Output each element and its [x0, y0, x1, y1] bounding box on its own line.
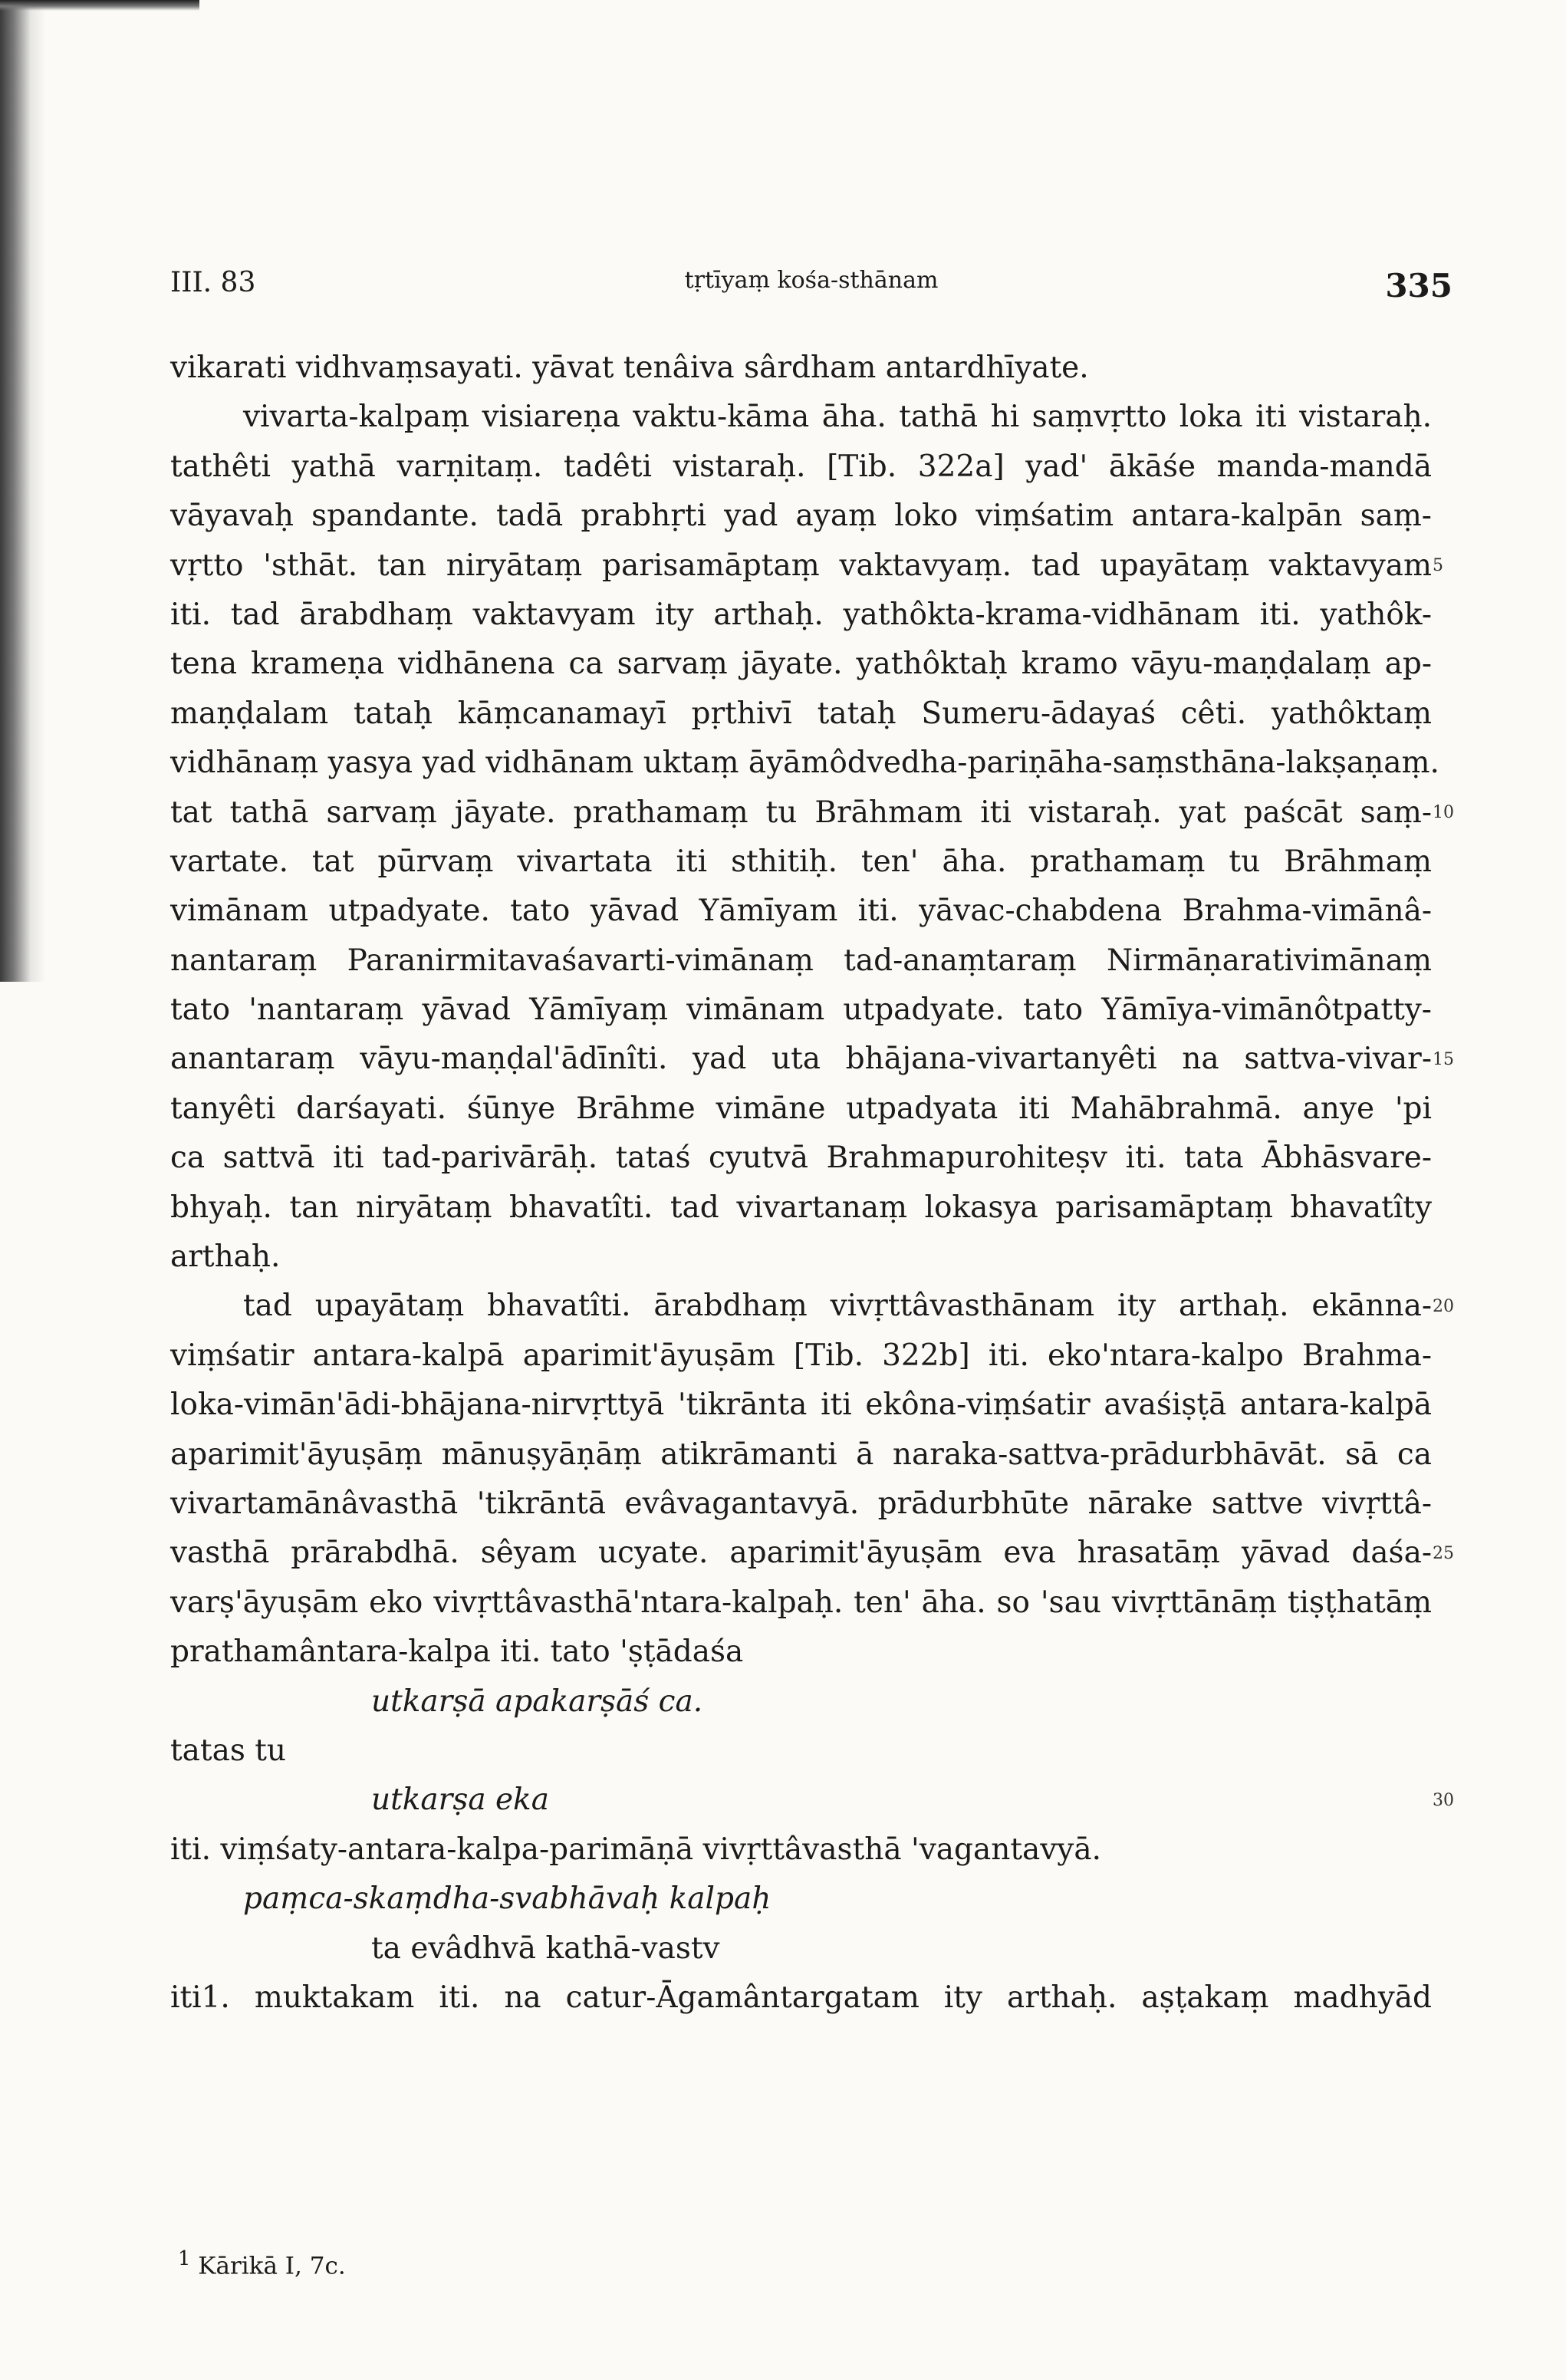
text-line: tatas tu: [170, 1733, 287, 1768]
text-line: vimānam utpadyate. tato yāvad Yāmīyam iti. yāvac-chabdena Brahma-vimānâ-: [170, 894, 1432, 929]
running-title: tṛtīyaṃ kośa-sthānam: [684, 267, 939, 294]
text-line: vidhānaṃ yasya yad vidhānam uktaṃ āyāmôdvedha-pariṇāha-saṃsthāna-lakṣaṇaṃ.: [170, 746, 1439, 781]
page-header: [170, 267, 1452, 313]
text-line: vāyavaḥ spandante. tadā prabhṛti yad ayaṃ loko viṃśatim antara-kalpān saṃ-: [170, 499, 1432, 534]
text-line: tanyêti darśayati. śūnye Brāhme vimāne utpadyata iti Mahābrahmā. anye 'pi: [170, 1091, 1432, 1126]
verse-line: paṃca-skaṃdha-svabhāvaḥ kalpaḥ: [243, 1881, 771, 1917]
text-line: bhyaḥ. tan niryātaṃ bhavatîti. tad vivartanaṃ lokasya parisamāptaṃ bhavatîty: [170, 1190, 1432, 1225]
text-line: viṃśatir antara-kalpā aparimit'āyuṣām [Tib. 322b] iti. eko'ntara-kalpo Brahma-: [170, 1338, 1432, 1373]
text-line: iti. tad ārabdhaṃ vaktavyam ity arthaḥ. yathôkta-krama-vidhānam iti. yathôk-: [170, 597, 1432, 632]
footnote: [178, 2247, 346, 2280]
text-line: nantaraṃ Paranirmitavaśavarti-vimānaṃ tad-anaṃtaraṃ Nirmāṇarativimānaṃ: [170, 943, 1432, 978]
line-number: 20: [1433, 1296, 1454, 1316]
line-number: 5: [1433, 555, 1443, 575]
footnote-marker: 1: [178, 2247, 191, 2270]
line-number: 30: [1433, 1790, 1454, 1810]
text-line: tato 'nantaraṃ yāvad Yāmīyaṃ vimānam utpadyate. tato Yāmīya-vimānôtpatty-: [170, 992, 1432, 1028]
text-line: vartate. tat pūrvaṃ vivartata iti sthitiḥ. ten' āha. prathamaṃ tu Brāhmaṃ: [170, 844, 1432, 879]
text-line: arthaḥ.: [170, 1239, 281, 1275]
chapter-reference: III. 83: [170, 267, 256, 298]
verse-line: utkarṣa eka: [371, 1783, 549, 1818]
text-line: vivarta-kalpaṃ visiareṇa vaktu-kāma āha. tathā hi saṃvṛtto loka iti vistaraḥ.: [243, 400, 1432, 435]
scan-edge-shadow: [0, 0, 46, 982]
line-number: 10: [1433, 802, 1454, 822]
text-line: vṛtto 'sthāt. tan niryātaṃ parisamāptaṃ vaktavyaṃ. tad upayātaṃ vaktavyam: [170, 548, 1432, 583]
text-line: varṣ'āyuṣām eko vivṛttâvasthā'ntara-kalpaḥ. ten' āha. so 'sau vivṛttānāṃ tiṣṭhatāṃ: [170, 1585, 1432, 1620]
text-line: iti. viṃśaty-antara-kalpa-parimāṇā vivṛttâvasthā 'vagantavyā.: [170, 1832, 1101, 1867]
text-line: anantaraṃ vāyu-maṇḍal'ādīnîti. yad uta bhājana-vivartanyêti na sattva-vivar-: [170, 1042, 1432, 1077]
text-line: prathamântara-kalpa iti. tato 'ṣṭādaśa: [170, 1634, 744, 1670]
scan-corner-shadow: [0, 0, 199, 11]
text-line: tat tathā sarvaṃ jāyate. prathamaṃ tu Brāhmam iti vistaraḥ. yat paścāt saṃ-: [170, 795, 1432, 830]
line-number: 25: [1433, 1543, 1454, 1563]
text-line: loka-vimān'ādi-bhājana-nirvṛttyā 'tikrānta iti ekôna-viṃśatir avaśiṣṭā antara-kalpā: [170, 1388, 1432, 1423]
page-number: 335: [1385, 267, 1452, 304]
text-line: iti1. muktakam iti. na catur-Āgamântargatam ity arthaḥ. aṣṭakaṃ madhyād: [170, 1980, 1432, 2015]
text-line: tathêti yathā varṇitaṃ. tadêti vistaraḥ. [Tib. 322a] yad' ākāśe manda-mandā: [170, 449, 1432, 484]
text-line: aparimit'āyuṣāṃ mānuṣyāṇāṃ atikrāmanti ā naraka-sattva-prādurbhāvāt. sā ca: [170, 1437, 1432, 1472]
text-line: maṇḍalam tataḥ kāṃcanamayī pṛthivī tataḥ Sumeru-ādayaś cêti. yathôktaṃ: [170, 696, 1432, 731]
text-line: vikarati vidhvaṃsayati. yāvat tenâiva sârdham antardhīyate.: [170, 351, 1089, 385]
main-text: [170, 344, 1439, 2023]
verse-line: ta evâdhvā kathā-vastv: [371, 1931, 720, 1966]
text-line: tad upayātaṃ bhavatîti. ārabdhaṃ vivṛttâvasthānam ity arthaḥ. ekānna-: [243, 1289, 1432, 1324]
text-line: tena krameṇa vidhānena ca sarvaṃ jāyate. yathôktaḥ kramo vāyu-maṇḍalaṃ ap-: [170, 647, 1432, 682]
line-number: 15: [1433, 1049, 1454, 1069]
text-line: ca sattvā iti tad-parivārāḥ. tataś cyutvā Brahmapurohiteṣv iti. tata Ābhāsvare-: [170, 1141, 1432, 1176]
text-line: vivartamānâvasthā 'tikrāntā evâvagantavyā. prādurbhūte nārake sattve vivṛttâ-: [170, 1486, 1432, 1521]
text-line: vasthā prārabdhā. sêyam ucyate. aparimit'āyuṣām eva hrasatāṃ yāvad daśa-: [170, 1536, 1432, 1571]
verse-line: utkarṣā apakarṣāś ca.: [371, 1684, 703, 1719]
footnote-text: Kārikā I, 7c.: [198, 2252, 346, 2280]
